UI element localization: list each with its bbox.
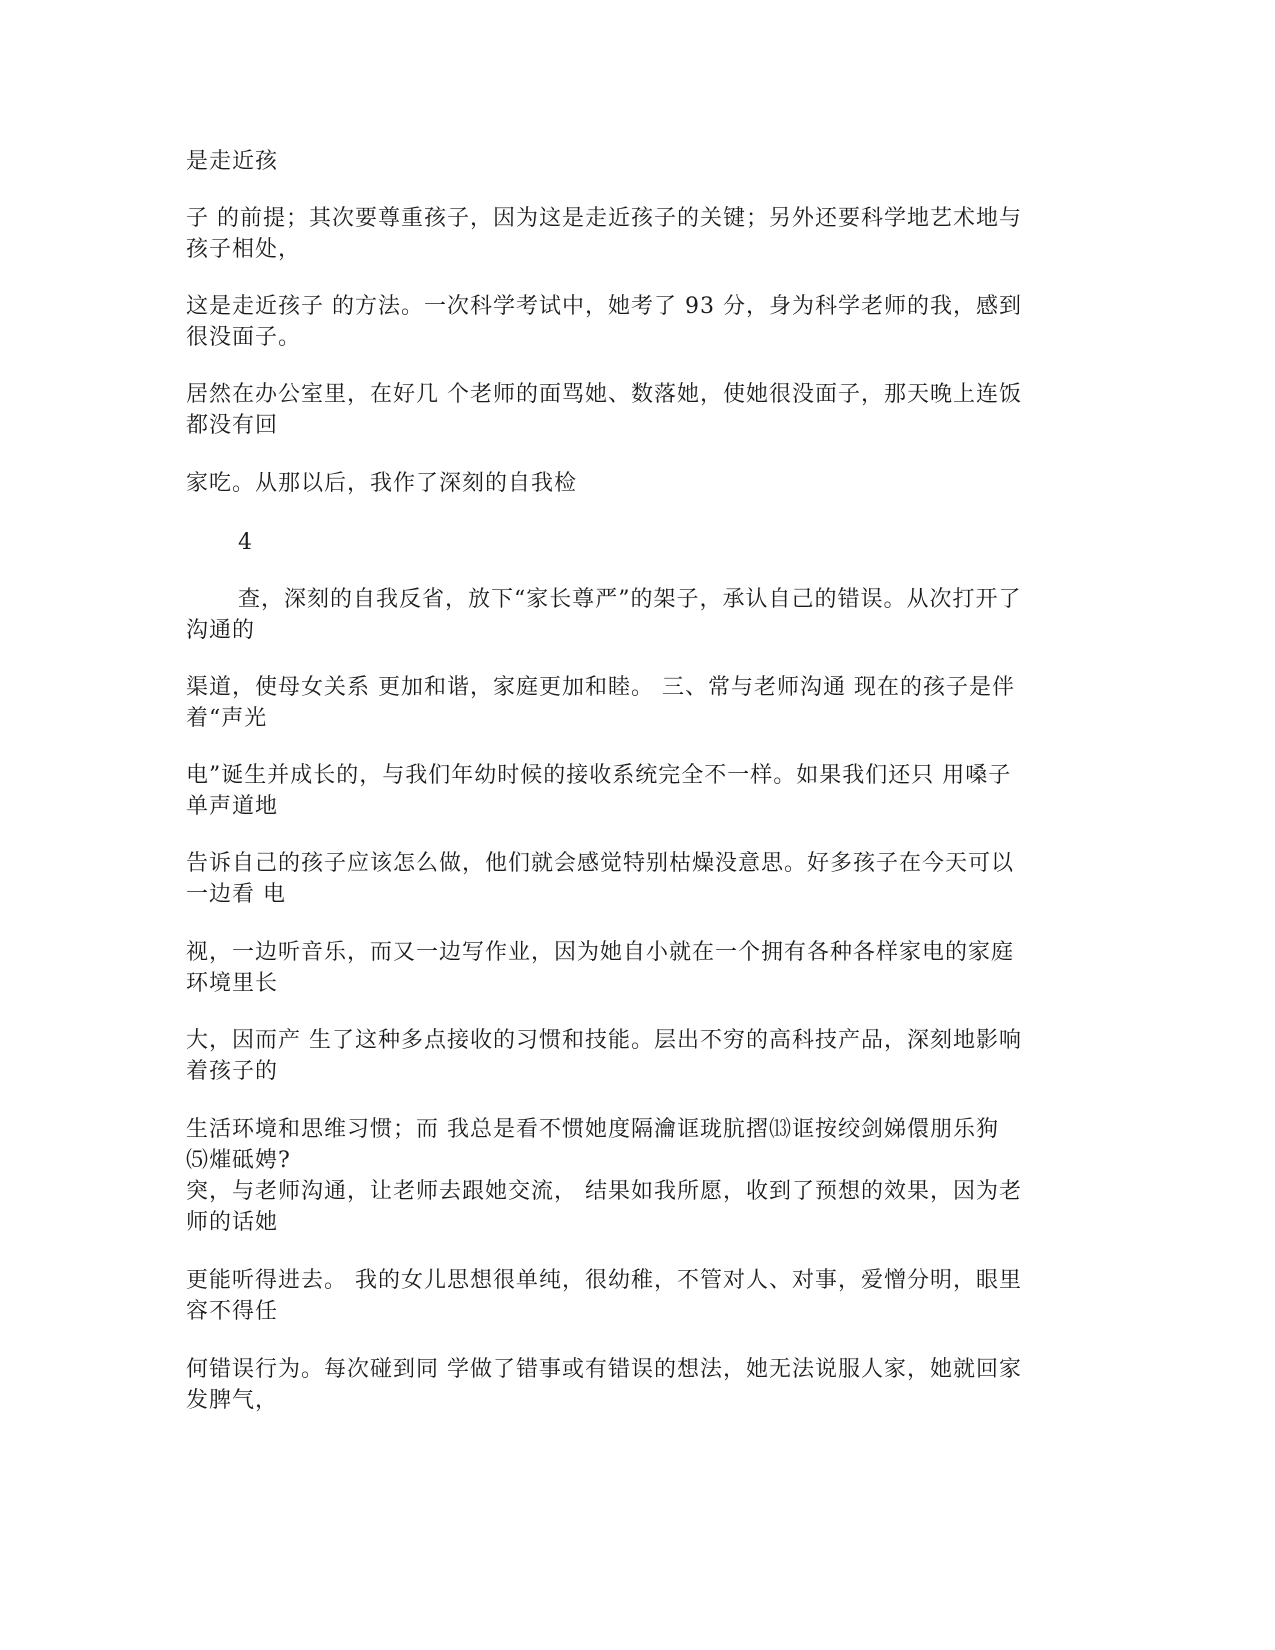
text-line: 师的话她 xyxy=(186,1210,279,1235)
text-line: 发脾气， xyxy=(186,1388,279,1413)
text-line: 视，一边听音乐，而又一边写作业，因为她自小就在一个拥有各种各样家电的家庭 xyxy=(186,940,1015,965)
text-line: 渠道，使母女关系 更加和谐，家庭更加和睦。 三、常与老师沟通 现在的孩子是伴 xyxy=(186,675,1015,700)
text-line: 大，因而产 生了这种多点接收的习惯和技能。层出不穷的高科技产品，深刻地影响 xyxy=(186,1028,1022,1053)
text-line: 家吃。从那以后，我作了深刻的自我检 xyxy=(186,471,578,496)
text-line: 单声道地 xyxy=(186,794,279,819)
text-line: 更能听得进去。 我的女儿思想很单纯，很幼稚，不管对人、对事，爱憎分明，眼里 xyxy=(186,1268,1022,1293)
text-line: 孩子相处， xyxy=(186,237,302,262)
text-line: 是走近孩 xyxy=(186,149,279,174)
text-line: 很没面子。 xyxy=(186,325,302,350)
text-line: ⑸熣砥娉? xyxy=(186,1148,291,1173)
text-line: 子 的前提；其次要尊重孩子，因为这是走近孩子的关键；另外还要科学地艺术地与 xyxy=(186,206,1022,231)
text-line: 都没有回 xyxy=(186,413,279,438)
text-line: 突，与老师沟通，让老师去跟她交流， 结果如我所愿，收到了预想的效果，因为老 xyxy=(186,1179,1022,1204)
text-line: 沟通的 xyxy=(186,618,256,643)
text-line: 环境里长 xyxy=(186,971,279,996)
page-number: 4 xyxy=(238,530,253,555)
text-line: 查，深刻的自我反省，放下“家长尊严”的架子，承认自己的错误。从次打开了 xyxy=(238,587,1022,612)
text-line: 着“声光 xyxy=(186,706,268,731)
text-line: 一边看 电 xyxy=(186,882,286,907)
text-line: 告诉自己的孩子应该怎么做，他们就会感觉特别枯燥没意思。好多孩子在今天可以 xyxy=(186,851,1015,876)
text-line: 居然在办公室里，在好几 个老师的面骂她、数落她，使她很没面子，那天晚上连饭 xyxy=(186,382,1022,407)
text-line: 着孩子的 xyxy=(186,1059,279,1084)
text-line: 容不得任 xyxy=(186,1299,279,1324)
text-line: 这是走近孩子 的方法。一次科学考试中，她考了 93 分，身为科学老师的我，感到 xyxy=(186,294,1022,319)
text-line: 何错误行为。每次碰到同 学做了错事或有错误的想法，她无法说服人家，她就回家 xyxy=(186,1357,1022,1382)
text-line: 电”诞生并成长的，与我们年幼时候的接收系统完全不一样。如果我们还只 用嗓子 xyxy=(186,763,1012,788)
text-line: 生活环境和思维习惯；而 我总是看不惯她度隔瀹诓珑肮摺⒀诓按绞剑娣儇朋乐狗 xyxy=(186,1117,999,1142)
